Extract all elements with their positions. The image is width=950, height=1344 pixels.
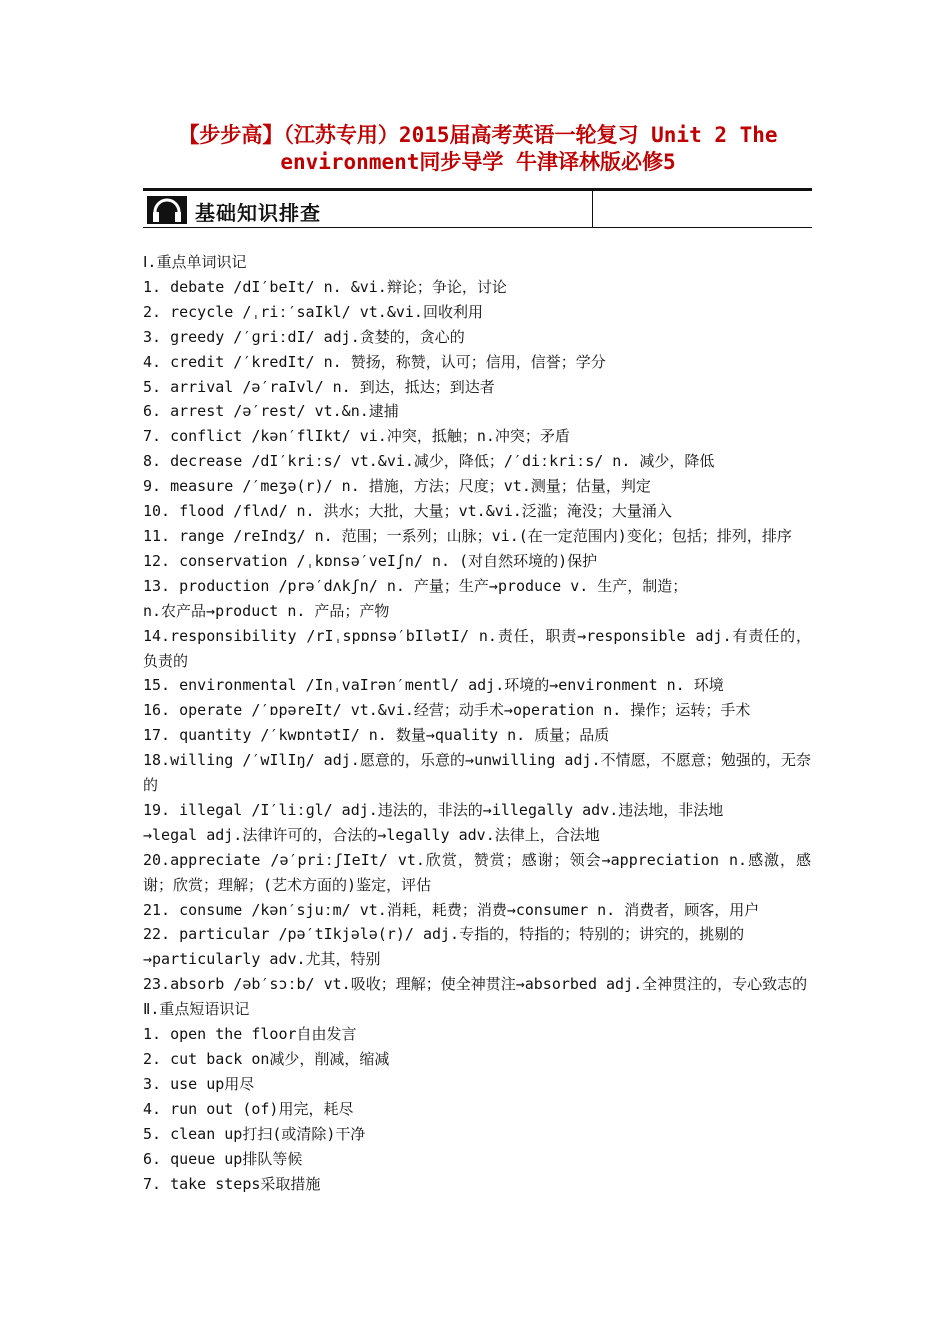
list-item: 18.willing /′wIlIŋ/ adj.愿意的，乐意的→unwilling adj.不情愿，不愿意；勉强的，无奈的 <box>143 751 811 795</box>
list-item: →particularly adv.尤其，特别 <box>143 950 381 969</box>
headphones-icon <box>147 196 187 224</box>
list-item: 6. arrest /ə′rest/ vt.&n.逮捕 <box>143 402 399 421</box>
section-heading-words: Ⅰ.重点单词识记 <box>143 253 247 271</box>
list-item: 23.absorb /əb′sɔːb/ vt.吸收；理解；使全神贯注→absorbed adj.全神贯注的，专心致志的 <box>143 975 808 994</box>
list-item: 16. operate /′ɒpəreIt/ vt.&vi.经营；动手术→operation n. 操作；运转；手术 <box>143 701 751 720</box>
banner-divider <box>592 191 593 228</box>
list-item: 20.appreciate /ə′priːʃIeIt/ vt.欣赏，赞赏；感谢；领会→appreciation n.感激，感谢；欣赏；理解；(艺术方面的)鉴定，评估 <box>143 850 811 894</box>
section-banner <box>143 188 812 228</box>
title-line-2: environment同步导学 牛津译林版必修5 <box>280 150 676 174</box>
list-item: 9. measure /′meʒə(r)/ n. 措施，方法；尺度；vt.测量；估量，判定 <box>143 477 651 496</box>
list-item: 10. flood /flʌd/ n. 洪水；大批，大量；vt.&vi.泛滥；淹没；大量涌入 <box>143 502 672 521</box>
list-item: 7. take steps采取措施 <box>143 1174 321 1193</box>
list-item: 1. debate /dI′beIt/ n. &vi.辩论；争论，讨论 <box>143 277 507 296</box>
list-item: 21. consume /kən′sjuːm/ vt.消耗，耗费；消费→consumer n. 消费者，顾客，用户 <box>143 900 760 919</box>
list-item: 14.responsibility /rIˌspɒnsə′bIlətI/ n.责任，职责→responsible adj.有责任的，负责的 <box>143 626 811 670</box>
banner-label: 基础知识排查 <box>195 201 321 225</box>
list-item: 12. conservation /ˌkɒnsə′veIʃn/ n. (对自然环境的)保护 <box>143 551 598 570</box>
phrase-list <box>143 1022 811 1196</box>
list-item: n.农产品→product n. 产品；产物 <box>143 601 390 620</box>
title-line-1: 【步步高】（江苏专用）2015届高考英语一轮复习 Unit 2 The <box>178 123 778 147</box>
list-item: 19. illegal /I′liːɡl/ adj.违法的，非法的→illegally adv.违法地，非法地 <box>143 800 724 819</box>
document-title <box>143 122 813 176</box>
list-item: 5. arrival /ə′raIvl/ n. 到达，抵达；到达者 <box>143 377 495 396</box>
list-item: 4. run out (of)用完，耗尽 <box>143 1099 354 1118</box>
list-item: 8. decrease /dI′kriːs/ vt.&vi.减少，降低；/′diːkriːs/ n. 减少，降低 <box>143 452 715 471</box>
list-item: 22. particular /pə′tIkjələ(r)/ adj.专指的，特指的；特别的；讲究的，挑剔的 <box>143 925 745 944</box>
word-list <box>143 275 811 997</box>
vocabulary-content <box>143 250 811 1196</box>
section-heading-phrases: Ⅱ.重点短语识记 <box>143 1000 250 1019</box>
list-item: 3. use up用尽 <box>143 1074 255 1093</box>
list-item: 1. open the floor自由发言 <box>143 1025 357 1044</box>
list-item: 13. production /prə′dʌkʃn/ n. 产量；生产→produce v. 生产，制造； <box>143 576 688 595</box>
list-item: 17. quantity /′kwɒntətI/ n. 数量→quality n. 质量；品质 <box>143 726 610 745</box>
list-item: 7. conflict /kən′flIkt/ vi.冲突，抵触；n.冲突；矛盾 <box>143 427 570 446</box>
list-item: 2. cut back on减少，削减，缩减 <box>143 1050 390 1068</box>
list-item: 6. queue up排队等候 <box>143 1149 303 1168</box>
list-item: 5. clean up打扫(或清除)干净 <box>143 1124 366 1143</box>
list-item: 11. range /reIndʒ/ n. 范围；一系列；山脉；vi.(在一定范围内)变化；包括；排列，排序 <box>143 526 792 545</box>
list-item: →legal adj.法律许可的，合法的→legally adv.法律上，合法地 <box>143 825 600 844</box>
list-item: 15. environmental /InˌvaIrən′mentl/ adj.环境的→environment n. 环境 <box>143 676 724 695</box>
list-item: 2. recycle /ˌriː′saIkl/ vt.&vi.回收利用 <box>143 302 483 321</box>
list-item: 4. credit /′kredIt/ n. 赞扬，称赞，认可；信用，信誉；学分 <box>143 352 606 371</box>
list-item: 3. greedy /′ɡriːdI/ adj.贪婪的，贪心的 <box>143 327 465 346</box>
